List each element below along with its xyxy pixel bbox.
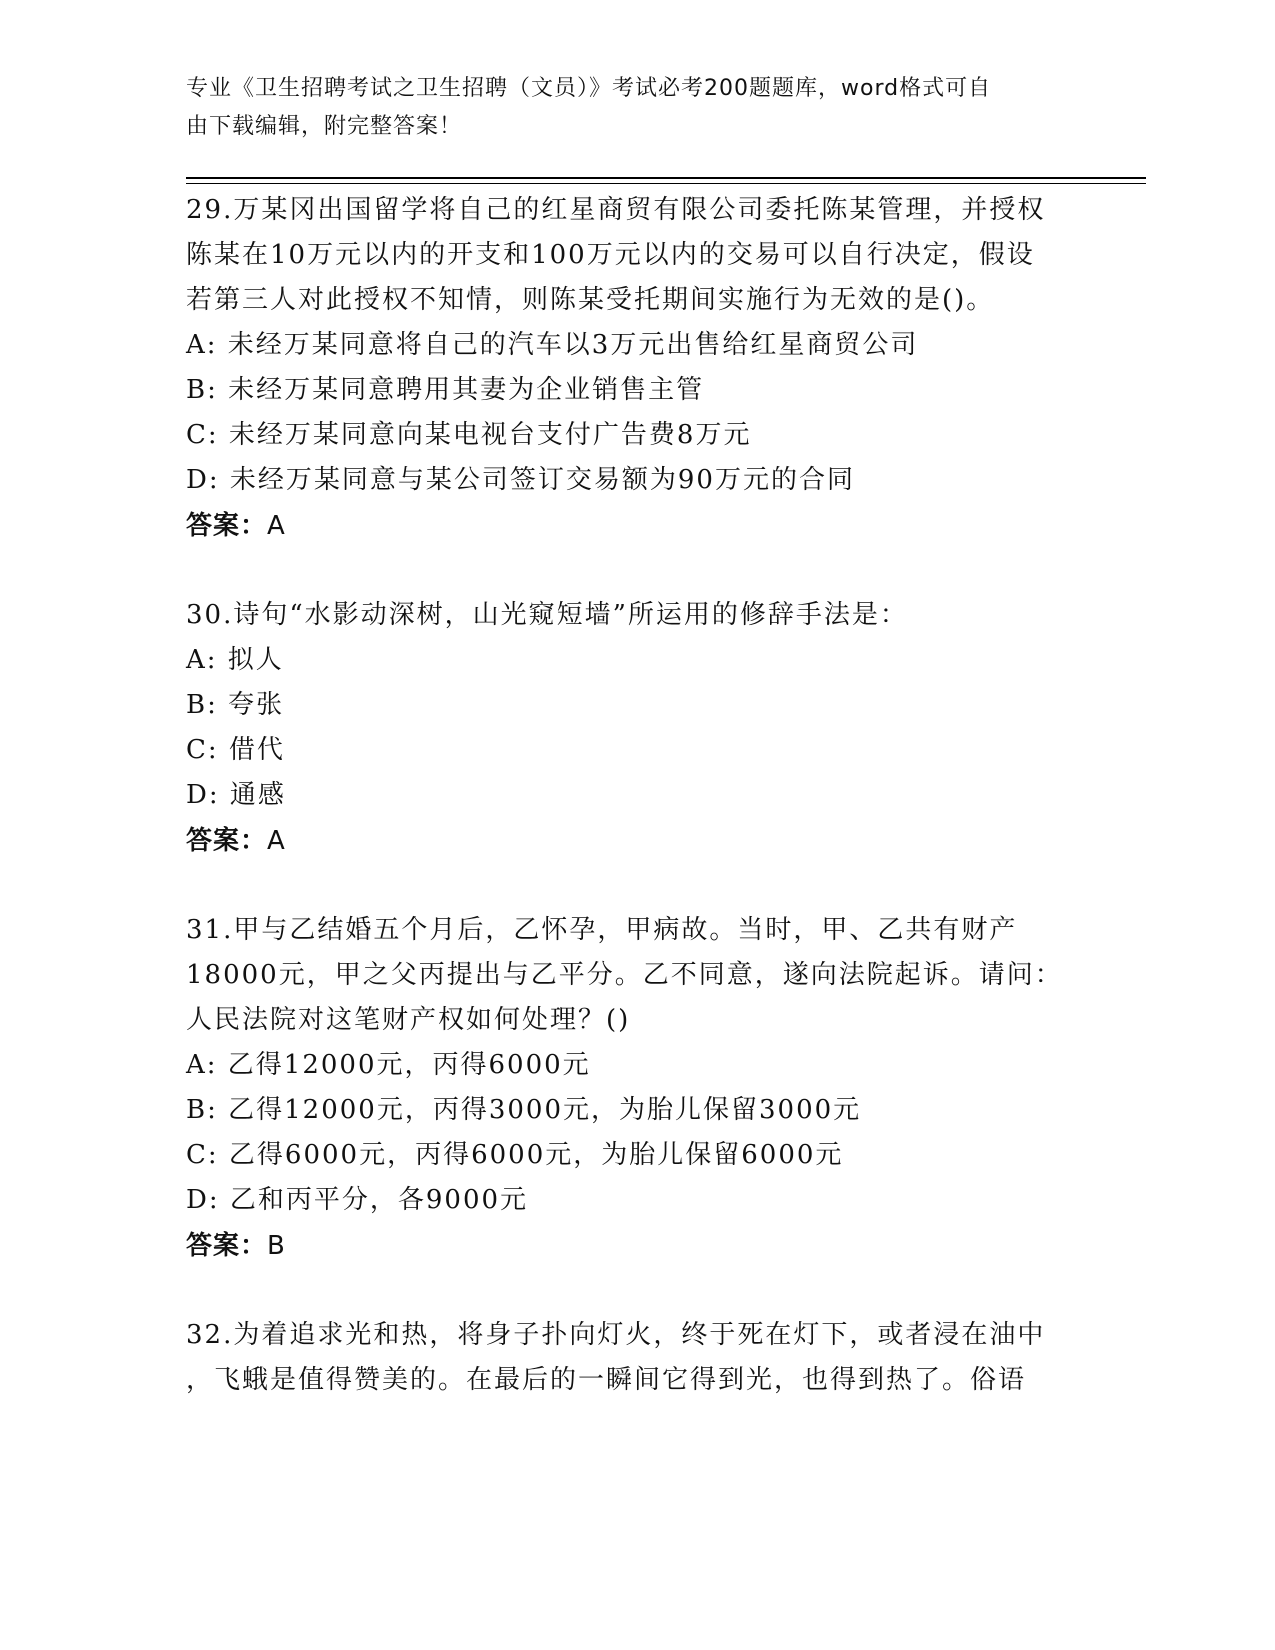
question-list [186,188,1116,1447]
header-line-2: 由下载编辑，附完整答案！ [186,114,463,139]
question-item [186,188,1116,549]
answer-option: C: 乙得6000元，丙得6000元，为胎儿保留6000元 [186,1140,844,1170]
header-divider-thick [186,177,1146,179]
answer-label: 答案： [186,826,268,856]
answer-value: A [267,511,286,541]
header-divider-thin [186,183,1146,184]
question-item [186,1313,1116,1403]
answer-option: D: 通感 [186,780,286,810]
question-stem-line: 30.诗句“水影动深树，山光窥短墙”所运用的修辞手法是： [186,600,908,630]
answer-key [186,818,1116,864]
answer-option: A: 乙得12000元，丙得6000元 [186,1050,591,1080]
answer-option: C: 借代 [186,735,285,765]
answer-option: D: 未经万某同意与某公司签订交易额为90万元的合同 [186,465,855,495]
question-stem-line: 29.万某冈出国留学将自己的红星商贸有限公司委托陈某管理，并授权 [186,195,1046,225]
answer-option: A: 拟人 [186,645,284,675]
question-stem-line: 18000元，甲之父丙提出与乙平分。乙不同意，遂向法院起诉。请问： [186,960,1063,990]
question-stem-line: 陈某在10万元以内的开支和100万元以内的交易可以自行决定，假设 [186,240,1035,270]
question-stem [186,908,1116,1043]
answer-label: 答案： [186,511,268,541]
answer-key [186,503,1116,549]
question-stem-line: 若第三人对此授权不知情，则陈某受托期间实施行为无效的是()。 [186,285,995,315]
answer-key [186,1223,1116,1269]
document-header [186,70,1066,146]
answer-option: A: 未经万某同意将自己的汽车以3万元出售给红星商贸公司 [186,330,919,360]
question-stem [186,1313,1116,1403]
answer-option: D: 乙和丙平分，各9000元 [186,1185,529,1215]
answer-value: B [267,1231,286,1261]
answer-option: B: 乙得12000元，丙得3000元，为胎儿保留3000元 [186,1095,862,1125]
answer-option: B: 未经万某同意聘用其妻为企业销售主管 [186,375,705,405]
answer-option: C: 未经万某同意向某电视台支付广告费8万元 [186,420,752,450]
question-stem-line: ，飞蛾是值得赞美的。在最后的一瞬间它得到光，也得到热了。俗语 [186,1365,1027,1395]
question-stem [186,593,1116,638]
question-item [186,593,1116,864]
answer-option: B: 夸张 [186,690,285,720]
question-stem-line: 32.为着追求光和热，将身子扑向灯火，终于死在灯下，或者浸在油中 [186,1320,1046,1350]
answer-value: A [267,826,286,856]
header-line-1: 专业《卫生招聘考试之卫生招聘（文员）》考试必考200题题库，word格式可自 [186,76,992,101]
question-stem [186,188,1116,323]
answer-label: 答案： [186,1231,268,1261]
question-stem-line: 31.甲与乙结婚五个月后，乙怀孕，甲病故。当时，甲、乙共有财产 [186,915,1018,945]
question-stem-line: 人民法院对这笔财产权如何处理？() [186,1005,631,1035]
question-item [186,908,1116,1269]
